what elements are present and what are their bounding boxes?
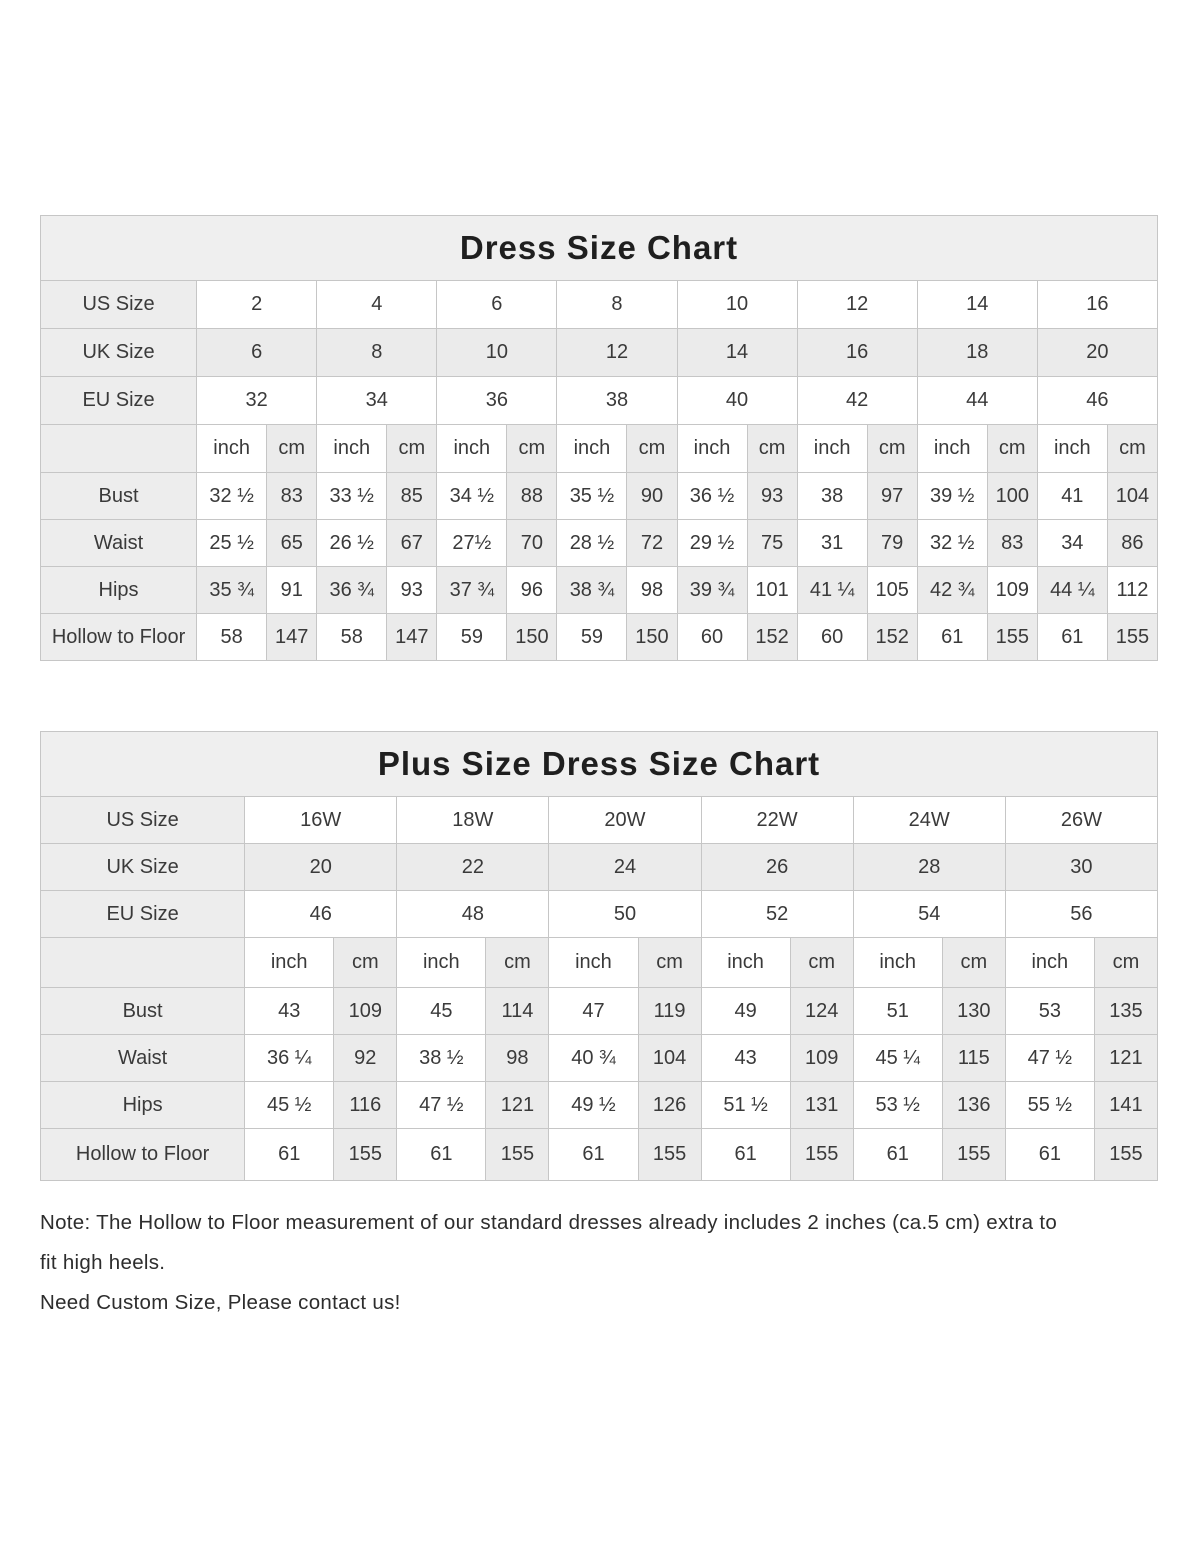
measure-cell: 36 ¾ — [317, 567, 387, 614]
charts-content — [40, 215, 1158, 1323]
row-label-waist: Waist — [41, 1035, 245, 1082]
measure-cell: 135 — [1094, 988, 1157, 1035]
size-cell: 30 — [1005, 844, 1157, 891]
measure-cell: 79 — [867, 520, 917, 567]
measure-cell: 119 — [638, 988, 701, 1035]
unit-cell-inch: inch — [549, 938, 638, 988]
size-cell: 46 — [245, 891, 397, 938]
row-label-hollow-to-floor: Hollow to Floor — [41, 614, 197, 661]
unit-cell-cm: cm — [387, 425, 437, 473]
measure-cell: 34 — [1037, 520, 1107, 567]
measure-cell: 53 — [1005, 988, 1094, 1035]
plus-chart-title: Plus Size Dress Size Chart — [40, 731, 1158, 797]
measure-cell: 61 — [549, 1129, 638, 1181]
measure-cell: 155 — [638, 1129, 701, 1181]
unit-cell-cm: cm — [747, 425, 797, 473]
row-label-bust: Bust — [41, 473, 197, 520]
measure-cell: 88 — [507, 473, 557, 520]
size-row-us-size — [41, 797, 1158, 844]
measure-cell: 41 ¼ — [797, 567, 867, 614]
measure-cell: 83 — [267, 473, 317, 520]
row-label-uk-size: UK Size — [41, 844, 245, 891]
measure-cell: 59 — [437, 614, 507, 661]
measure-cell: 47 — [549, 988, 638, 1035]
measure-cell: 109 — [334, 988, 397, 1035]
measure-cell: 112 — [1107, 567, 1157, 614]
size-cell: 12 — [797, 281, 917, 329]
unit-cell-inch: inch — [397, 938, 486, 988]
unit-row-label — [41, 938, 245, 988]
size-row-us-size — [41, 281, 1158, 329]
measure-row-hollow-to-floor — [41, 614, 1158, 661]
unit-cell-inch: inch — [677, 425, 747, 473]
size-cell: 54 — [853, 891, 1005, 938]
measure-cell: 61 — [397, 1129, 486, 1181]
measure-row-bust — [41, 988, 1158, 1035]
row-label-uk-size: UK Size — [41, 329, 197, 377]
measure-cell: 109 — [987, 567, 1037, 614]
measure-cell: 105 — [867, 567, 917, 614]
size-cell: 52 — [701, 891, 853, 938]
measure-cell: 92 — [334, 1035, 397, 1082]
unit-cell-cm: cm — [867, 425, 917, 473]
measure-cell: 58 — [317, 614, 387, 661]
row-label-us-size: US Size — [41, 797, 245, 844]
measure-cell: 65 — [267, 520, 317, 567]
unit-cell-cm: cm — [507, 425, 557, 473]
size-cell: 28 — [853, 844, 1005, 891]
measure-cell: 43 — [701, 1035, 790, 1082]
size-cell: 16 — [797, 329, 917, 377]
size-cell: 2 — [197, 281, 317, 329]
measure-cell: 147 — [267, 614, 317, 661]
unit-row-label — [41, 425, 197, 473]
measure-cell: 49 ½ — [549, 1082, 638, 1129]
measure-cell: 96 — [507, 567, 557, 614]
unit-cell-cm: cm — [1107, 425, 1157, 473]
measure-cell: 55 ½ — [1005, 1082, 1094, 1129]
row-label-hips: Hips — [41, 567, 197, 614]
measure-cell: 36 ¼ — [245, 1035, 334, 1082]
measure-cell: 40 ¾ — [549, 1035, 638, 1082]
measure-cell: 60 — [797, 614, 867, 661]
unit-cell-cm: cm — [627, 425, 677, 473]
size-cell: 18W — [397, 797, 549, 844]
size-cell: 6 — [437, 281, 557, 329]
measure-cell: 29 ½ — [677, 520, 747, 567]
measure-cell: 47 ½ — [397, 1082, 486, 1129]
measure-cell: 121 — [1094, 1035, 1157, 1082]
row-label-us-size: US Size — [41, 281, 197, 329]
measure-cell: 38 ¾ — [557, 567, 627, 614]
unit-cell-inch: inch — [557, 425, 627, 473]
measure-cell: 75 — [747, 520, 797, 567]
measure-cell: 35 ¾ — [197, 567, 267, 614]
size-cell: 26 — [701, 844, 853, 891]
unit-cell-inch: inch — [917, 425, 987, 473]
unit-cell-inch: inch — [317, 425, 387, 473]
measure-cell: 155 — [334, 1129, 397, 1181]
size-cell: 46 — [1037, 377, 1157, 425]
measure-cell: 61 — [853, 1129, 942, 1181]
measure-cell: 67 — [387, 520, 437, 567]
measure-cell: 45 ½ — [245, 1082, 334, 1129]
size-cell: 8 — [557, 281, 677, 329]
size-cell: 44 — [917, 377, 1037, 425]
measure-cell: 152 — [747, 614, 797, 661]
size-cell: 8 — [317, 329, 437, 377]
measure-cell: 131 — [790, 1082, 853, 1129]
measure-cell: 38 — [797, 473, 867, 520]
measure-cell: 121 — [486, 1082, 549, 1129]
measure-cell: 109 — [790, 1035, 853, 1082]
measure-cell: 86 — [1107, 520, 1157, 567]
size-cell: 10 — [677, 281, 797, 329]
measure-cell: 25 ½ — [197, 520, 267, 567]
size-cell: 32 — [197, 377, 317, 425]
size-cell: 24 — [549, 844, 701, 891]
standard-size-chart-table — [40, 280, 1158, 661]
unit-cell-cm: cm — [267, 425, 317, 473]
measure-cell: 38 ½ — [397, 1035, 486, 1082]
unit-cell-inch: inch — [797, 425, 867, 473]
row-label-eu-size: EU Size — [41, 891, 245, 938]
size-cell: 20 — [1037, 329, 1157, 377]
size-cell: 14 — [677, 329, 797, 377]
measure-cell: 83 — [987, 520, 1037, 567]
measure-cell: 90 — [627, 473, 677, 520]
size-cell: 20 — [245, 844, 397, 891]
row-label-hips: Hips — [41, 1082, 245, 1129]
measure-cell: 35 ½ — [557, 473, 627, 520]
note-line: Note: The Hollow to Floor measurement of our standard dresses already includes 2 inches (ca.5 cm) extra to — [40, 1211, 1058, 1234]
measure-cell: 91 — [267, 567, 317, 614]
measure-cell: 45 ¼ — [853, 1035, 942, 1082]
measure-cell: 97 — [867, 473, 917, 520]
measure-cell: 39 ¾ — [677, 567, 747, 614]
unit-cell-inch: inch — [245, 938, 334, 988]
unit-cell-cm: cm — [486, 938, 549, 988]
measure-cell: 28 ½ — [557, 520, 627, 567]
measure-cell: 44 ¼ — [1037, 567, 1107, 614]
measure-cell: 101 — [747, 567, 797, 614]
size-cell: 6 — [197, 329, 317, 377]
measure-cell: 34 ½ — [437, 473, 507, 520]
measure-cell: 93 — [387, 567, 437, 614]
measure-cell: 53 ½ — [853, 1082, 942, 1129]
size-cell: 22 — [397, 844, 549, 891]
measure-cell: 51 — [853, 988, 942, 1035]
unit-cell-cm: cm — [334, 938, 397, 988]
unit-cell-inch: inch — [1037, 425, 1107, 473]
measure-cell: 39 ½ — [917, 473, 987, 520]
measure-row-hips — [41, 567, 1158, 614]
measure-cell: 36 ½ — [677, 473, 747, 520]
size-cell: 26W — [1005, 797, 1157, 844]
measure-cell: 104 — [1107, 473, 1157, 520]
measure-cell: 27½ — [437, 520, 507, 567]
measure-cell: 150 — [627, 614, 677, 661]
measure-cell: 155 — [790, 1129, 853, 1181]
measure-cell: 136 — [942, 1082, 1005, 1129]
size-cell: 38 — [557, 377, 677, 425]
unit-cell-cm: cm — [790, 938, 853, 988]
measure-cell: 59 — [557, 614, 627, 661]
measure-cell: 58 — [197, 614, 267, 661]
unit-cell-inch: inch — [437, 425, 507, 473]
measure-cell: 61 — [917, 614, 987, 661]
measure-cell: 42 ¾ — [917, 567, 987, 614]
measure-row-hips — [41, 1082, 1158, 1129]
measure-cell: 115 — [942, 1035, 1005, 1082]
size-cell: 42 — [797, 377, 917, 425]
unit-row — [41, 425, 1158, 473]
size-row-eu-size — [41, 891, 1158, 938]
size-cell: 40 — [677, 377, 797, 425]
row-label-hollow-to-floor: Hollow to Floor — [41, 1129, 245, 1181]
size-cell: 10 — [437, 329, 557, 377]
measure-cell: 155 — [1107, 614, 1157, 661]
measure-cell: 114 — [486, 988, 549, 1035]
note-line: Need Custom Size, Please contact us! — [40, 1291, 401, 1314]
measure-cell: 155 — [486, 1129, 549, 1181]
measure-cell: 155 — [1094, 1129, 1157, 1181]
unit-cell-inch: inch — [701, 938, 790, 988]
size-cell: 14 — [917, 281, 1037, 329]
measure-cell: 51 ½ — [701, 1082, 790, 1129]
measure-row-bust — [41, 473, 1158, 520]
measure-cell: 37 ¾ — [437, 567, 507, 614]
standard-chart-title: Dress Size Chart — [40, 215, 1158, 281]
measure-cell: 32 ½ — [917, 520, 987, 567]
measure-cell: 150 — [507, 614, 557, 661]
measure-cell: 124 — [790, 988, 853, 1035]
measure-cell: 98 — [627, 567, 677, 614]
size-cell: 50 — [549, 891, 701, 938]
measure-cell: 116 — [334, 1082, 397, 1129]
measure-cell: 61 — [1005, 1129, 1094, 1181]
measure-cell: 93 — [747, 473, 797, 520]
measure-row-hollow-to-floor — [41, 1129, 1158, 1181]
measure-cell: 49 — [701, 988, 790, 1035]
size-row-uk-size — [41, 844, 1158, 891]
unit-cell-inch: inch — [853, 938, 942, 988]
measure-cell: 33 ½ — [317, 473, 387, 520]
measure-cell: 147 — [387, 614, 437, 661]
measure-row-waist — [41, 520, 1158, 567]
measure-cell: 31 — [797, 520, 867, 567]
measure-cell: 61 — [1037, 614, 1107, 661]
row-label-bust: Bust — [41, 988, 245, 1035]
size-row-eu-size — [41, 377, 1158, 425]
measure-cell: 155 — [942, 1129, 1005, 1181]
measure-cell: 32 ½ — [197, 473, 267, 520]
measure-cell: 98 — [486, 1035, 549, 1082]
size-cell: 22W — [701, 797, 853, 844]
measure-cell: 130 — [942, 988, 1005, 1035]
measure-cell: 72 — [627, 520, 677, 567]
measure-cell: 141 — [1094, 1082, 1157, 1129]
unit-cell-cm: cm — [1094, 938, 1157, 988]
size-cell: 56 — [1005, 891, 1157, 938]
size-cell: 36 — [437, 377, 557, 425]
measure-row-waist — [41, 1035, 1158, 1082]
size-cell: 16 — [1037, 281, 1157, 329]
measure-cell: 70 — [507, 520, 557, 567]
row-label-waist: Waist — [41, 520, 197, 567]
measure-cell: 45 — [397, 988, 486, 1035]
size-cell: 18 — [917, 329, 1037, 377]
note-line: fit high heels. — [40, 1251, 166, 1274]
measure-cell: 43 — [245, 988, 334, 1035]
measure-cell: 126 — [638, 1082, 701, 1129]
measure-cell: 152 — [867, 614, 917, 661]
measure-cell: 41 — [1037, 473, 1107, 520]
unit-cell-cm: cm — [942, 938, 1005, 988]
measure-cell: 60 — [677, 614, 747, 661]
size-cell: 4 — [317, 281, 437, 329]
size-cell: 12 — [557, 329, 677, 377]
measure-cell: 85 — [387, 473, 437, 520]
measure-cell: 100 — [987, 473, 1037, 520]
plus-size-chart-table — [40, 796, 1158, 1181]
note-text — [40, 1203, 1158, 1323]
size-cell: 20W — [549, 797, 701, 844]
size-cell: 34 — [317, 377, 437, 425]
unit-row — [41, 938, 1158, 988]
measure-cell: 26 ½ — [317, 520, 387, 567]
size-cell: 48 — [397, 891, 549, 938]
row-label-eu-size: EU Size — [41, 377, 197, 425]
measure-cell: 61 — [245, 1129, 334, 1181]
unit-cell-inch: inch — [1005, 938, 1094, 988]
measure-cell: 155 — [987, 614, 1037, 661]
unit-cell-cm: cm — [638, 938, 701, 988]
size-cell: 16W — [245, 797, 397, 844]
unit-cell-cm: cm — [987, 425, 1037, 473]
size-row-uk-size — [41, 329, 1158, 377]
tables-gap — [40, 661, 1158, 731]
measure-cell: 61 — [701, 1129, 790, 1181]
measure-cell: 47 ½ — [1005, 1035, 1094, 1082]
unit-cell-inch: inch — [197, 425, 267, 473]
size-cell: 24W — [853, 797, 1005, 844]
measure-cell: 104 — [638, 1035, 701, 1082]
